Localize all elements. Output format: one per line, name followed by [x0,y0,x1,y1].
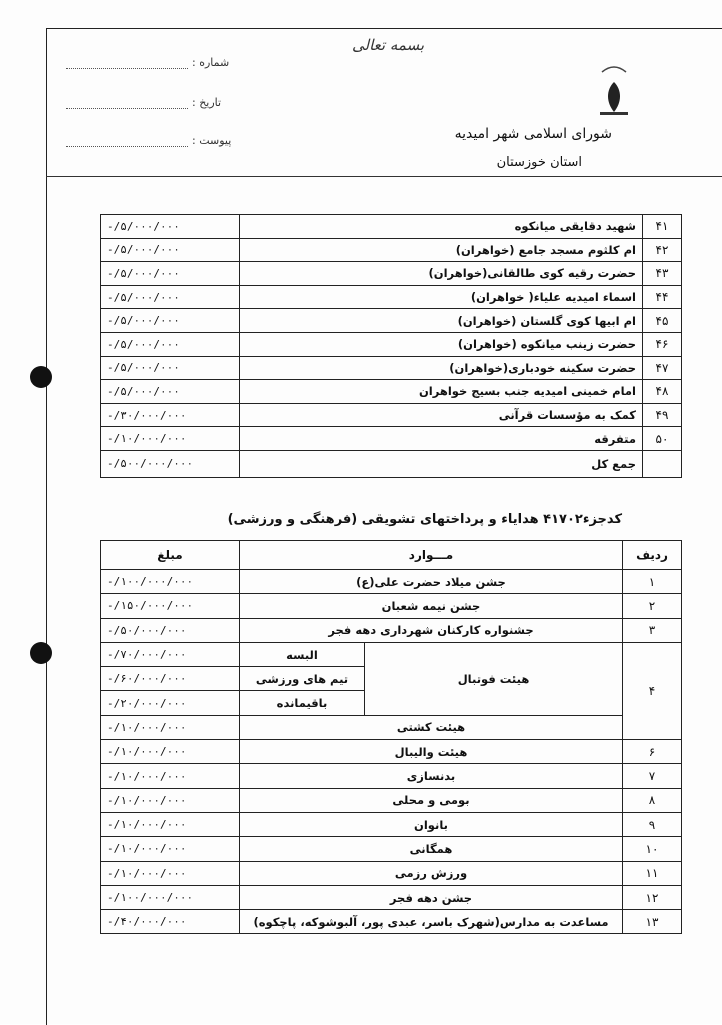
table-row [101,715,682,739]
table-row [101,215,682,239]
date-label: تاریخ : [192,96,222,109]
row-number: ۱ [623,570,682,594]
row-amount: -/۵۰/۰۰۰/۰۰۰ [101,618,240,642]
row-number: ۹ [623,812,682,836]
row-item: کمک به مؤسسات قرآنی [240,403,643,427]
basmala: بسمه تعالی [352,36,425,54]
table-row [101,764,682,788]
row-item: هیئت فوتبال [365,642,623,715]
number-field-line [66,68,188,69]
row-item: جشن دهه فجر [240,885,623,909]
attachment-field-line [66,146,188,147]
attachment-label: پیوست : [192,134,232,147]
table-row [101,642,682,666]
row-amount: -/۵/۰۰۰/۰۰۰ [101,262,240,286]
row-amount: -/۵/۰۰۰/۰۰۰ [101,380,240,404]
col-header-items: مـــوارد [240,541,623,570]
header-divider [46,176,722,177]
row-item: بانوان [240,812,623,836]
row-amount: -/۵/۰۰۰/۰۰۰ [101,332,240,356]
row-number: ۴۶ [643,332,682,356]
row-amount: -/۱۵۰/۰۰۰/۰۰۰ [101,594,240,618]
row-item: امام خمینی امیدیه جنب بسیج خواهران [240,380,643,404]
sub-item: باقیمانده [240,691,365,715]
row-number: ۲ [623,594,682,618]
row-amount: -/۱۰/۰۰۰/۰۰۰ [101,740,240,764]
row-item: جشن میلاد حضرت علی(ع) [240,570,623,594]
punch-hole-top [30,366,52,388]
row-item: ام کلثوم مسجد جامع (خواهران) [240,238,643,262]
row-number: ۴۲ [643,238,682,262]
row-amount: -/۱۰/۰۰۰/۰۰۰ [101,764,240,788]
row-item: ورزش رزمی [240,861,623,885]
row-item: حضرت سکینه خودباری(خواهران) [240,356,643,380]
sub-item: تیم های ورزشی [240,667,365,691]
row-item: اسماء امیدیه علیاء( خواهران) [240,285,643,309]
row-number: ۸ [623,788,682,812]
row-number: ۴۳ [643,262,682,286]
table-row [101,740,682,764]
row-item: حضرت زینب میانکوه (خواهران) [240,332,643,356]
table-row [101,380,682,404]
row-item: هیئت والیبال [240,740,623,764]
row-number: ۵۰ [643,427,682,451]
row-amount: -/۱۰/۰۰۰/۰۰۰ [101,812,240,836]
row-number: ۴۱ [643,215,682,239]
table-row [101,427,682,451]
table-row [101,403,682,427]
province-name: استان خوزستان [496,155,582,170]
row-item: همگانی [240,837,623,861]
row-number: ۱۰ [623,837,682,861]
iran-emblem-icon [596,62,632,118]
row-number: ۶ [623,740,682,764]
row-amount: -/۵/۰۰۰/۰۰۰ [101,285,240,309]
table-row [101,332,682,356]
budget-table-gifts [100,540,682,934]
punch-hole-bottom [30,642,52,664]
row-number: ۴ [623,642,682,739]
row-number: ۳ [623,618,682,642]
table-row [101,309,682,333]
total-amount: -/۵۰۰/۰۰۰/۰۰۰ [101,450,240,477]
row-item: جشن نیمه شعبان [240,594,623,618]
table-row [101,861,682,885]
table-row [101,788,682,812]
row-amount: -/۷۰/۰۰۰/۰۰۰ [101,642,240,666]
table-row [101,594,682,618]
row-number: ۴۷ [643,356,682,380]
row-item: جشنواره کارکنان شهرداری دهه فجر [240,618,623,642]
row-number: ۱۱ [623,861,682,885]
date-field-line [66,108,188,109]
table-row [101,910,682,934]
table-row [101,570,682,594]
row-amount: -/۵/۰۰۰/۰۰۰ [101,238,240,262]
row-number: ۷ [623,764,682,788]
table-row [101,356,682,380]
row-item: بدنسازی [240,764,623,788]
row-amount: -/۱۰/۰۰۰/۰۰۰ [101,788,240,812]
total-label: جمع کل [240,450,643,477]
row-amount: -/۵/۰۰۰/۰۰۰ [101,356,240,380]
row-amount: -/۱۰۰/۰۰۰/۰۰۰ [101,885,240,909]
row-item: حضرت رقیه کوی طالقانی(خواهران) [240,262,643,286]
row-amount: -/۱۰/۰۰۰/۰۰۰ [101,837,240,861]
sub-item: البسه [240,642,365,666]
col-header-amount: مبلغ [101,541,240,570]
row-number: ۴۸ [643,380,682,404]
row-amount: -/۵/۰۰۰/۰۰۰ [101,309,240,333]
row-item: شهید دقایقی میانکوه [240,215,643,239]
council-name: شورای اسلامی شهر امیدیه [454,126,612,142]
table-row [101,885,682,909]
row-number: ۴۹ [643,403,682,427]
row-amount: -/۲۰/۰۰۰/۰۰۰ [101,691,240,715]
table-row [101,238,682,262]
row-amount: -/۵/۰۰۰/۰۰۰ [101,215,240,239]
col-header-row-number: ردیف [623,541,682,570]
row-item: بومی و محلی [240,788,623,812]
row-item: ام ابیها کوی گلستان (خواهران) [240,309,643,333]
row-item: متفرقه [240,427,643,451]
table-row [101,618,682,642]
table-row [101,837,682,861]
row-item: مساعدت به مدارس(شهرک باسر، عبدی پور، آلبوشوکه، پاچکوه) [240,910,623,934]
table-row [101,812,682,836]
row-amount: -/۱۰۰/۰۰۰/۰۰۰ [101,570,240,594]
row-amount: -/۱۰/۰۰۰/۰۰۰ [101,861,240,885]
row-number: ۱۲ [623,885,682,909]
total-blank [643,450,682,477]
row-number: ۱۳ [623,910,682,934]
table-row [101,285,682,309]
row-amount: -/۴۰/۰۰۰/۰۰۰ [101,910,240,934]
table-header-row [101,541,682,570]
number-label: شماره : [192,56,230,69]
total-row [101,450,682,477]
row-amount: -/۱۰/۰۰۰/۰۰۰ [101,427,240,451]
row-number: ۴۴ [643,285,682,309]
budget-table-continued [100,214,682,478]
row-amount: -/۳۰/۰۰۰/۰۰۰ [101,403,240,427]
row-amount: -/۶۰/۰۰۰/۰۰۰ [101,667,240,691]
row-item: هیئت کشتی [240,715,623,739]
section-title: کدجزء۴۱۷۰۲ هدایاء و پرداختهای تشویقی (فرهنگی و ورزشی) [227,512,622,527]
row-amount: -/۱۰/۰۰۰/۰۰۰ [101,715,240,739]
row-number: ۴۵ [643,309,682,333]
table-row [101,262,682,286]
